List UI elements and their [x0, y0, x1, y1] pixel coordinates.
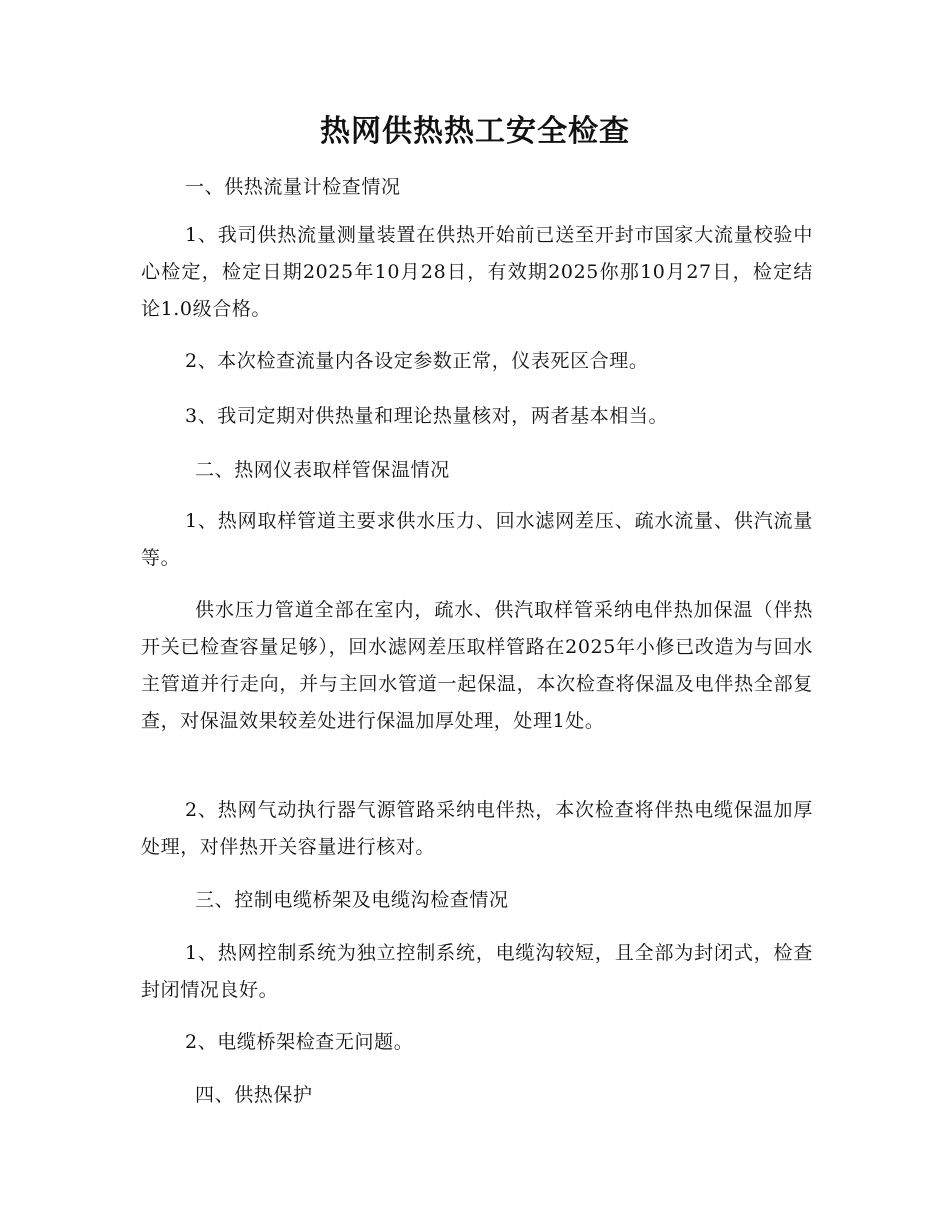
paragraph-1-1: 1、我司供热流量测量装置在供热开始前已送至开封市国家大流量校验中心检定，检定日期2025年10月28日，有效期2025你那10月27日，检定结论1.0级合格。: [141, 224, 813, 320]
section-heading-2: 二、热网仪表取样管保温情况: [195, 459, 450, 481]
paragraph-2-detail: 供水压力管道全部在室内，疏水、供汽取样管采纳电伴热加保温（伴热开关已检查容量足够），回水滤网差压取样管路在2025年小修已改造为与回水主管道并行走向，并与主回水管道一起保温，本次检查将保温及电伴热全部复查，对保温效果较差处进行保温加厚处理，处理1处。: [141, 599, 813, 732]
paragraph-1-2: 2、本次检查流量内各设定参数正常，仪表死区合理。: [185, 350, 649, 372]
paragraph-2-1: 1、热网取样管道主要求供水压力、回水滤网差压、疏水流量、供汽流量等。: [141, 510, 813, 569]
paragraph-3-2: 2、电缆桥架检查无问题。: [185, 1031, 414, 1053]
paragraph-2-2: 2、热网气动执行器气源管路采纳电伴热，本次检查将伴热电缆保温加厚处理，对伴热开关容量进行核对。: [141, 799, 813, 858]
document-title: 热网供热热工安全检查: [320, 114, 630, 149]
section-heading-1: 一、供热流量计检查情况: [185, 176, 401, 198]
section-heading-3: 三、控制电缆桥架及电缆沟检查情况: [195, 889, 509, 911]
paragraph-3-1: 1、热网控制系统为独立控制系统，电缆沟较短，且全部为封闭式，检查封闭情况良好。: [141, 942, 813, 1001]
section-heading-4: 四、供热保护: [195, 1084, 313, 1106]
paragraph-1-3: 3、我司定期对供热量和理论热量核对，两者基本相当。: [185, 405, 669, 427]
